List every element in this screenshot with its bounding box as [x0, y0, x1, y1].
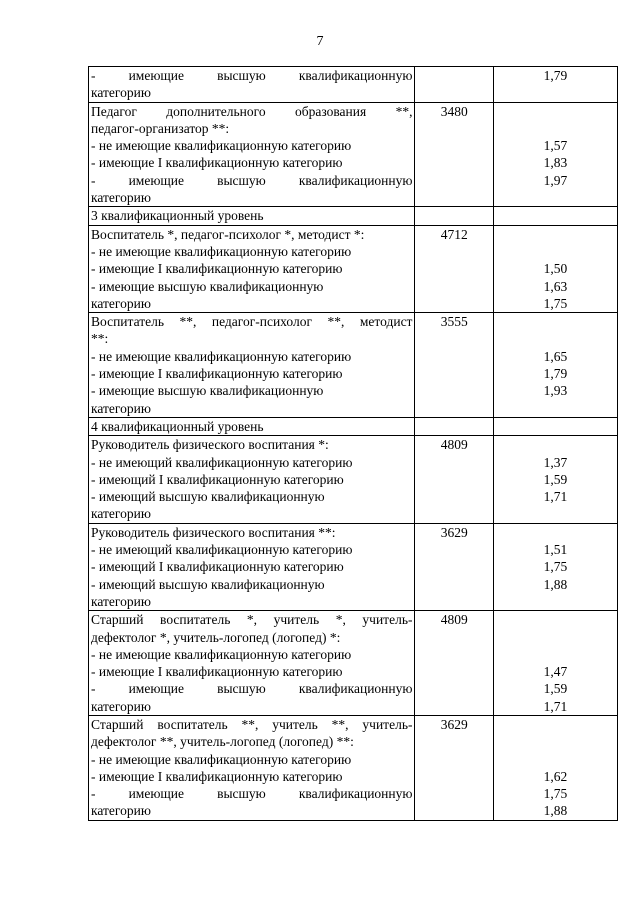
position-description-cell: [89, 611, 415, 716]
coefficient-value: 1,65: [543, 348, 568, 364]
coefficient-value: 1,63: [543, 278, 568, 294]
position-description-cell: [89, 436, 415, 523]
section-title: 3 квалификационный уровень: [91, 208, 264, 224]
position-description-cell: [89, 523, 415, 610]
description-line: - имеющие высшую квалификационную: [91, 681, 413, 697]
coefficient-value: 1,37: [543, 454, 568, 470]
section-header-row: [89, 207, 618, 225]
position-description-cell: [89, 715, 415, 820]
description-line: - имеющие высшую квалификационную: [91, 786, 413, 802]
spacer: [496, 524, 615, 541]
coefficient-value: 1,75: [543, 786, 568, 802]
coefficient-value: 1,75: [543, 559, 568, 575]
spacer: [496, 436, 615, 453]
coefficient-cell: [493, 102, 617, 207]
spacer: [496, 313, 615, 330]
table-row: [89, 67, 618, 103]
description-line: - не имеющие квалификационную категорию: [91, 243, 352, 259]
coefficient-value: 1,51: [543, 542, 568, 558]
base-salary-cell: 4809: [415, 436, 494, 523]
description-line: Воспитатель *, педагог-психолог *, методист *:: [91, 226, 365, 242]
description-line: - имеющие высшую квалификационную: [91, 68, 413, 83]
position-description-cell: [89, 207, 415, 225]
coefficient-cell: [493, 207, 617, 225]
coefficient-value: 1,50: [543, 261, 568, 277]
description-line: - не имеющие квалификационную категорию: [91, 348, 352, 364]
description-line: категорию: [91, 698, 151, 714]
spacer: [496, 716, 615, 733]
coefficient-value: 1,59: [543, 471, 568, 487]
table-row: [89, 611, 618, 716]
coefficient-cell: [493, 436, 617, 523]
position-description-cell: [89, 102, 415, 207]
description-line: Старший воспитатель **, учитель **, учитель-: [91, 716, 413, 732]
description-line: дефектолог *, учитель-логопед (логопед) *:: [91, 629, 341, 645]
position-description-cell: [89, 67, 415, 103]
description-line: - имеющие высшую квалификационную: [91, 172, 413, 188]
table-row: [89, 313, 618, 418]
coefficient-value: 1,71: [543, 489, 568, 505]
coefficient-value: 1,75: [543, 295, 568, 311]
position-description-cell: [89, 313, 415, 418]
description-line: категорию: [91, 593, 151, 609]
description-line: - имеющий высшую квалификационную: [91, 489, 325, 505]
description-line: - не имеющие квалификационную категорию: [91, 646, 352, 662]
coefficient-value: 1,79: [543, 366, 568, 382]
section-header-row: [89, 417, 618, 435]
description-line: Старший воспитатель *, учитель *, учитель-: [91, 612, 413, 628]
description-line: дефектолог **, учитель-логопед (логопед) **:: [91, 734, 354, 750]
spacer: [496, 243, 615, 260]
coefficient-cell: [493, 67, 617, 103]
description-line: - имеющие I квалификационную категорию: [91, 664, 343, 680]
coefficient-cell: [493, 225, 617, 312]
table-row: [89, 715, 618, 820]
description-line: категорию: [91, 85, 151, 101]
description-line: - имеющие I квалификационную категорию: [91, 155, 343, 171]
coefficient-value: 1,47: [543, 664, 568, 680]
description-line: категорию: [91, 506, 151, 522]
spacer: [496, 330, 615, 347]
description-line: - имеющий высшую квалификационную: [91, 576, 325, 592]
table-row: [89, 436, 618, 523]
description-line: педагог-организатор **:: [91, 120, 230, 136]
base-salary-cell: [415, 417, 494, 435]
coefficient-cell: [493, 313, 617, 418]
coefficient-value: 1,79: [543, 68, 568, 83]
description-line: - имеющий I квалификационную категорию: [91, 471, 344, 487]
base-salary-cell: 3555: [415, 313, 494, 418]
coefficient-value: 1,88: [543, 803, 568, 819]
page-number: 7: [316, 34, 324, 49]
description-line: - имеющие высшую квалификационную: [91, 383, 324, 399]
table-row: [89, 225, 618, 312]
spacer: [496, 733, 615, 750]
description-line: категорию: [91, 400, 151, 416]
spacer: [496, 103, 615, 120]
spacer: [496, 646, 615, 663]
description-line: **:: [91, 331, 109, 347]
coefficient-cell: [493, 611, 617, 716]
base-salary-cell: [415, 67, 494, 103]
coefficient-value: 1,93: [543, 383, 568, 399]
base-salary-cell: 4712: [415, 225, 494, 312]
base-salary-cell: 4809: [415, 611, 494, 716]
spacer: [496, 120, 615, 137]
salary-coefficient-table: [88, 66, 618, 821]
table-row: [89, 523, 618, 610]
description-line: - имеющий I квалификационную категорию: [91, 559, 344, 575]
coefficient-value: 1,71: [543, 698, 568, 714]
description-line: Руководитель физического воспитания **:: [91, 524, 336, 540]
description-line: Руководитель физического воспитания *:: [91, 437, 329, 453]
coefficient-value: 1,97: [543, 172, 568, 188]
description-line: категорию: [91, 803, 151, 819]
description-line: - имеющие I квалификационную категорию: [91, 261, 343, 277]
table-body: [89, 67, 618, 821]
description-line: - не имеющие квалификационную категорию: [91, 138, 352, 154]
table-row: [89, 102, 618, 207]
base-salary-cell: 3480: [415, 102, 494, 207]
description-line: Воспитатель **, педагог-психолог **, методист: [91, 314, 413, 330]
spacer: [496, 751, 615, 768]
description-line: - имеющие I квалификационную категорию: [91, 768, 343, 784]
description-line: - имеющие I квалификационную категорию: [91, 366, 343, 382]
spacer: [496, 226, 615, 243]
spacer: [496, 611, 615, 628]
spacer: [496, 629, 615, 646]
description-line: Педагог дополнительного образования **,: [91, 103, 413, 119]
coefficient-value: 1,83: [543, 155, 568, 171]
coefficient-cell: [493, 715, 617, 820]
base-salary-cell: 3629: [415, 523, 494, 610]
coefficient-value: 1,62: [543, 768, 568, 784]
base-salary-cell: 3629: [415, 715, 494, 820]
position-description-cell: [89, 417, 415, 435]
position-description-cell: [89, 225, 415, 312]
description-line: категорию: [91, 295, 151, 311]
description-line: - не имеющий квалификационную категорию: [91, 454, 353, 470]
description-line: категорию: [91, 190, 151, 206]
coefficient-value: 1,88: [543, 576, 568, 592]
section-title: 4 квалификационный уровень: [91, 418, 264, 434]
description-line: - не имеющий квалификационную категорию: [91, 542, 353, 558]
coefficient-value: 1,59: [543, 681, 568, 697]
base-salary-cell: [415, 207, 494, 225]
coefficient-cell: [493, 523, 617, 610]
coefficient-cell: [493, 417, 617, 435]
coefficient-value: 1,57: [543, 138, 568, 154]
description-line: - не имеющие квалификационную категорию: [91, 751, 352, 767]
description-line: - имеющие высшую квалификационную: [91, 278, 324, 294]
